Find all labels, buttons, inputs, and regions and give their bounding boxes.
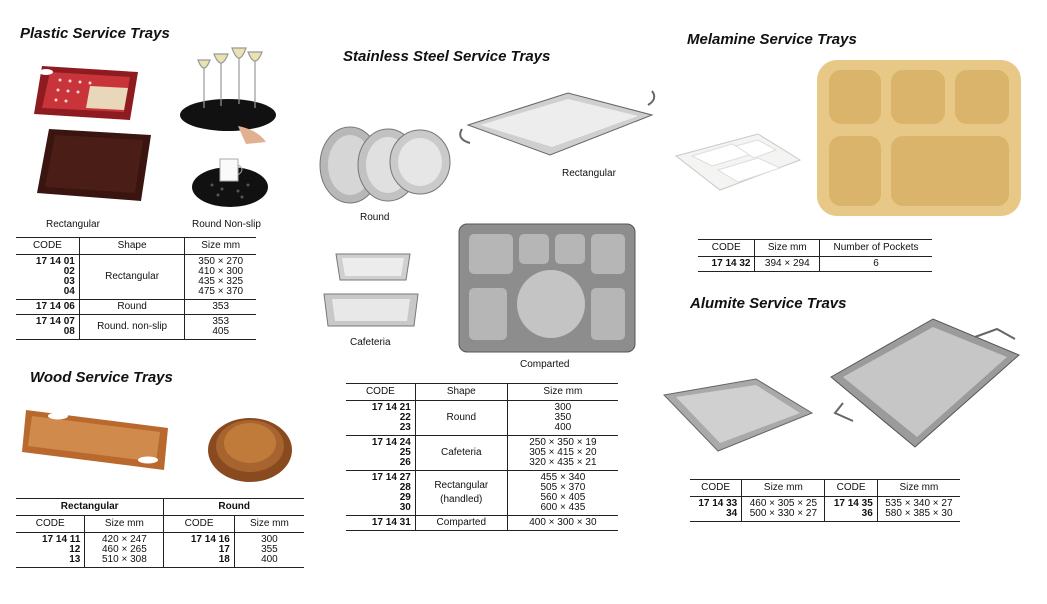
stainless-title: Stainless Steel Service Trays bbox=[343, 48, 551, 65]
stainless-round-trays-photo bbox=[318, 120, 453, 205]
table-row: 17 14 27 28 29 30 Rectangular (handled) 455 × 340 505 × 370 560 × 405 600 × 435 bbox=[346, 471, 618, 516]
red-rectangular-tray-photo bbox=[30, 58, 145, 128]
plastic-title: Plastic Service Trays bbox=[20, 25, 170, 42]
caption-round: Round bbox=[360, 212, 390, 223]
wood-spec-table: Rectangular Round CODE Size mm CODE Size mm 17 14 11 12 13 420 × 247 460 × 265 510 × 308 17 14 16 17 18 300 355 400 bbox=[16, 498, 304, 568]
stainless-cafeteria-trays-photo bbox=[322, 250, 422, 332]
caption-comparted: Comparted bbox=[520, 359, 570, 370]
caption-cafeteria: Cafeteria bbox=[350, 337, 391, 348]
wood-title: Wood Service Trays bbox=[30, 369, 173, 386]
table-row: 17 14 24 25 26 Cafeteria 250 × 350 × 19 305 × 415 × 20 320 × 435 × 21 bbox=[346, 436, 618, 471]
table-row: 17 14 01 02 03 04 Rectangular 350 × 270 410 × 300 435 × 325 475 × 370 bbox=[16, 255, 256, 300]
table-row: 17 14 32 394 × 294 6 bbox=[698, 257, 932, 272]
plastic-spec-table bbox=[16, 237, 256, 340]
wood-round-trays-photo bbox=[205, 410, 295, 485]
alumite-flat-tray-photo bbox=[660, 375, 815, 455]
brown-rectangular-tray-photo bbox=[35, 125, 155, 205]
black-round-tray-with-glasses-photo bbox=[178, 30, 278, 145]
alumite-handled-tray-photo bbox=[825, 315, 1025, 455]
table-row: 17 14 11 12 13 420 × 247 460 × 265 510 × 308 17 14 16 17 18 300 355 400 bbox=[16, 533, 304, 568]
white-melamine-tray-photo bbox=[672, 130, 802, 195]
melamine-title: Melamine Service Trays bbox=[687, 31, 857, 48]
col-size: Size mm bbox=[185, 238, 256, 255]
table-row: 17 14 21 22 23 Round 300 350 400 bbox=[346, 401, 618, 436]
table-row: 17 14 06 Round 353 bbox=[16, 300, 256, 315]
table-row: 17 14 33 34 460 × 305 × 25 500 × 330 × 27 17 14 35 36 535 × 340 × 27 580 × 385 × 30 bbox=[690, 497, 960, 522]
alumite-spec-table: CODE Size mm CODE Size mm 17 14 33 34 460 × 305 × 25 500 × 330 × 27 17 14 35 36 535 × 340 × 27 580 × 385 × 30 bbox=[690, 479, 960, 522]
yellow-melamine-tray-photo bbox=[815, 58, 1023, 218]
caption-rectangular-steel: Rectangular bbox=[562, 168, 616, 179]
melamine-spec-table: CODE Size mm Number of Pockets 17 14 32 394 × 294 6 bbox=[698, 239, 932, 272]
black-round-nonslip-tray-photo bbox=[190, 155, 270, 210]
wood-rectangular-tray-photo bbox=[18, 400, 173, 485]
stainless-spec-table: CODE Shape Size mm 17 14 21 22 23 Round 300 350 400 17 14 24 25 26 Cafeteria 250 × 350 × 19 305 × 415 × 20 320 × 435 × 21 17 14 27 28 29 30 Rectangular (handled) 455 × 340 505 × 370 560 × 405 600 × 435 17 14 31 Comparted 400 × 300 × 30 bbox=[346, 383, 618, 531]
col-code: CODE bbox=[16, 238, 79, 255]
col-shape: Shape bbox=[79, 238, 185, 255]
group-round: Round bbox=[164, 499, 304, 516]
stainless-rectangular-tray-photo bbox=[458, 85, 658, 160]
group-rectangular: Rectangular bbox=[16, 499, 164, 516]
caption-round-nonslip: Round Non-slip bbox=[192, 219, 261, 230]
table-row: 17 14 07 08 Round. non-slip 353 405 bbox=[16, 315, 256, 340]
table-row: 17 14 31 Comparted 400 × 300 × 30 bbox=[346, 516, 618, 531]
stainless-comparted-tray-photo bbox=[457, 222, 637, 354]
caption-rectangular: Rectangular bbox=[46, 219, 100, 230]
alumite-title: Alumite Service Travs bbox=[690, 295, 847, 312]
